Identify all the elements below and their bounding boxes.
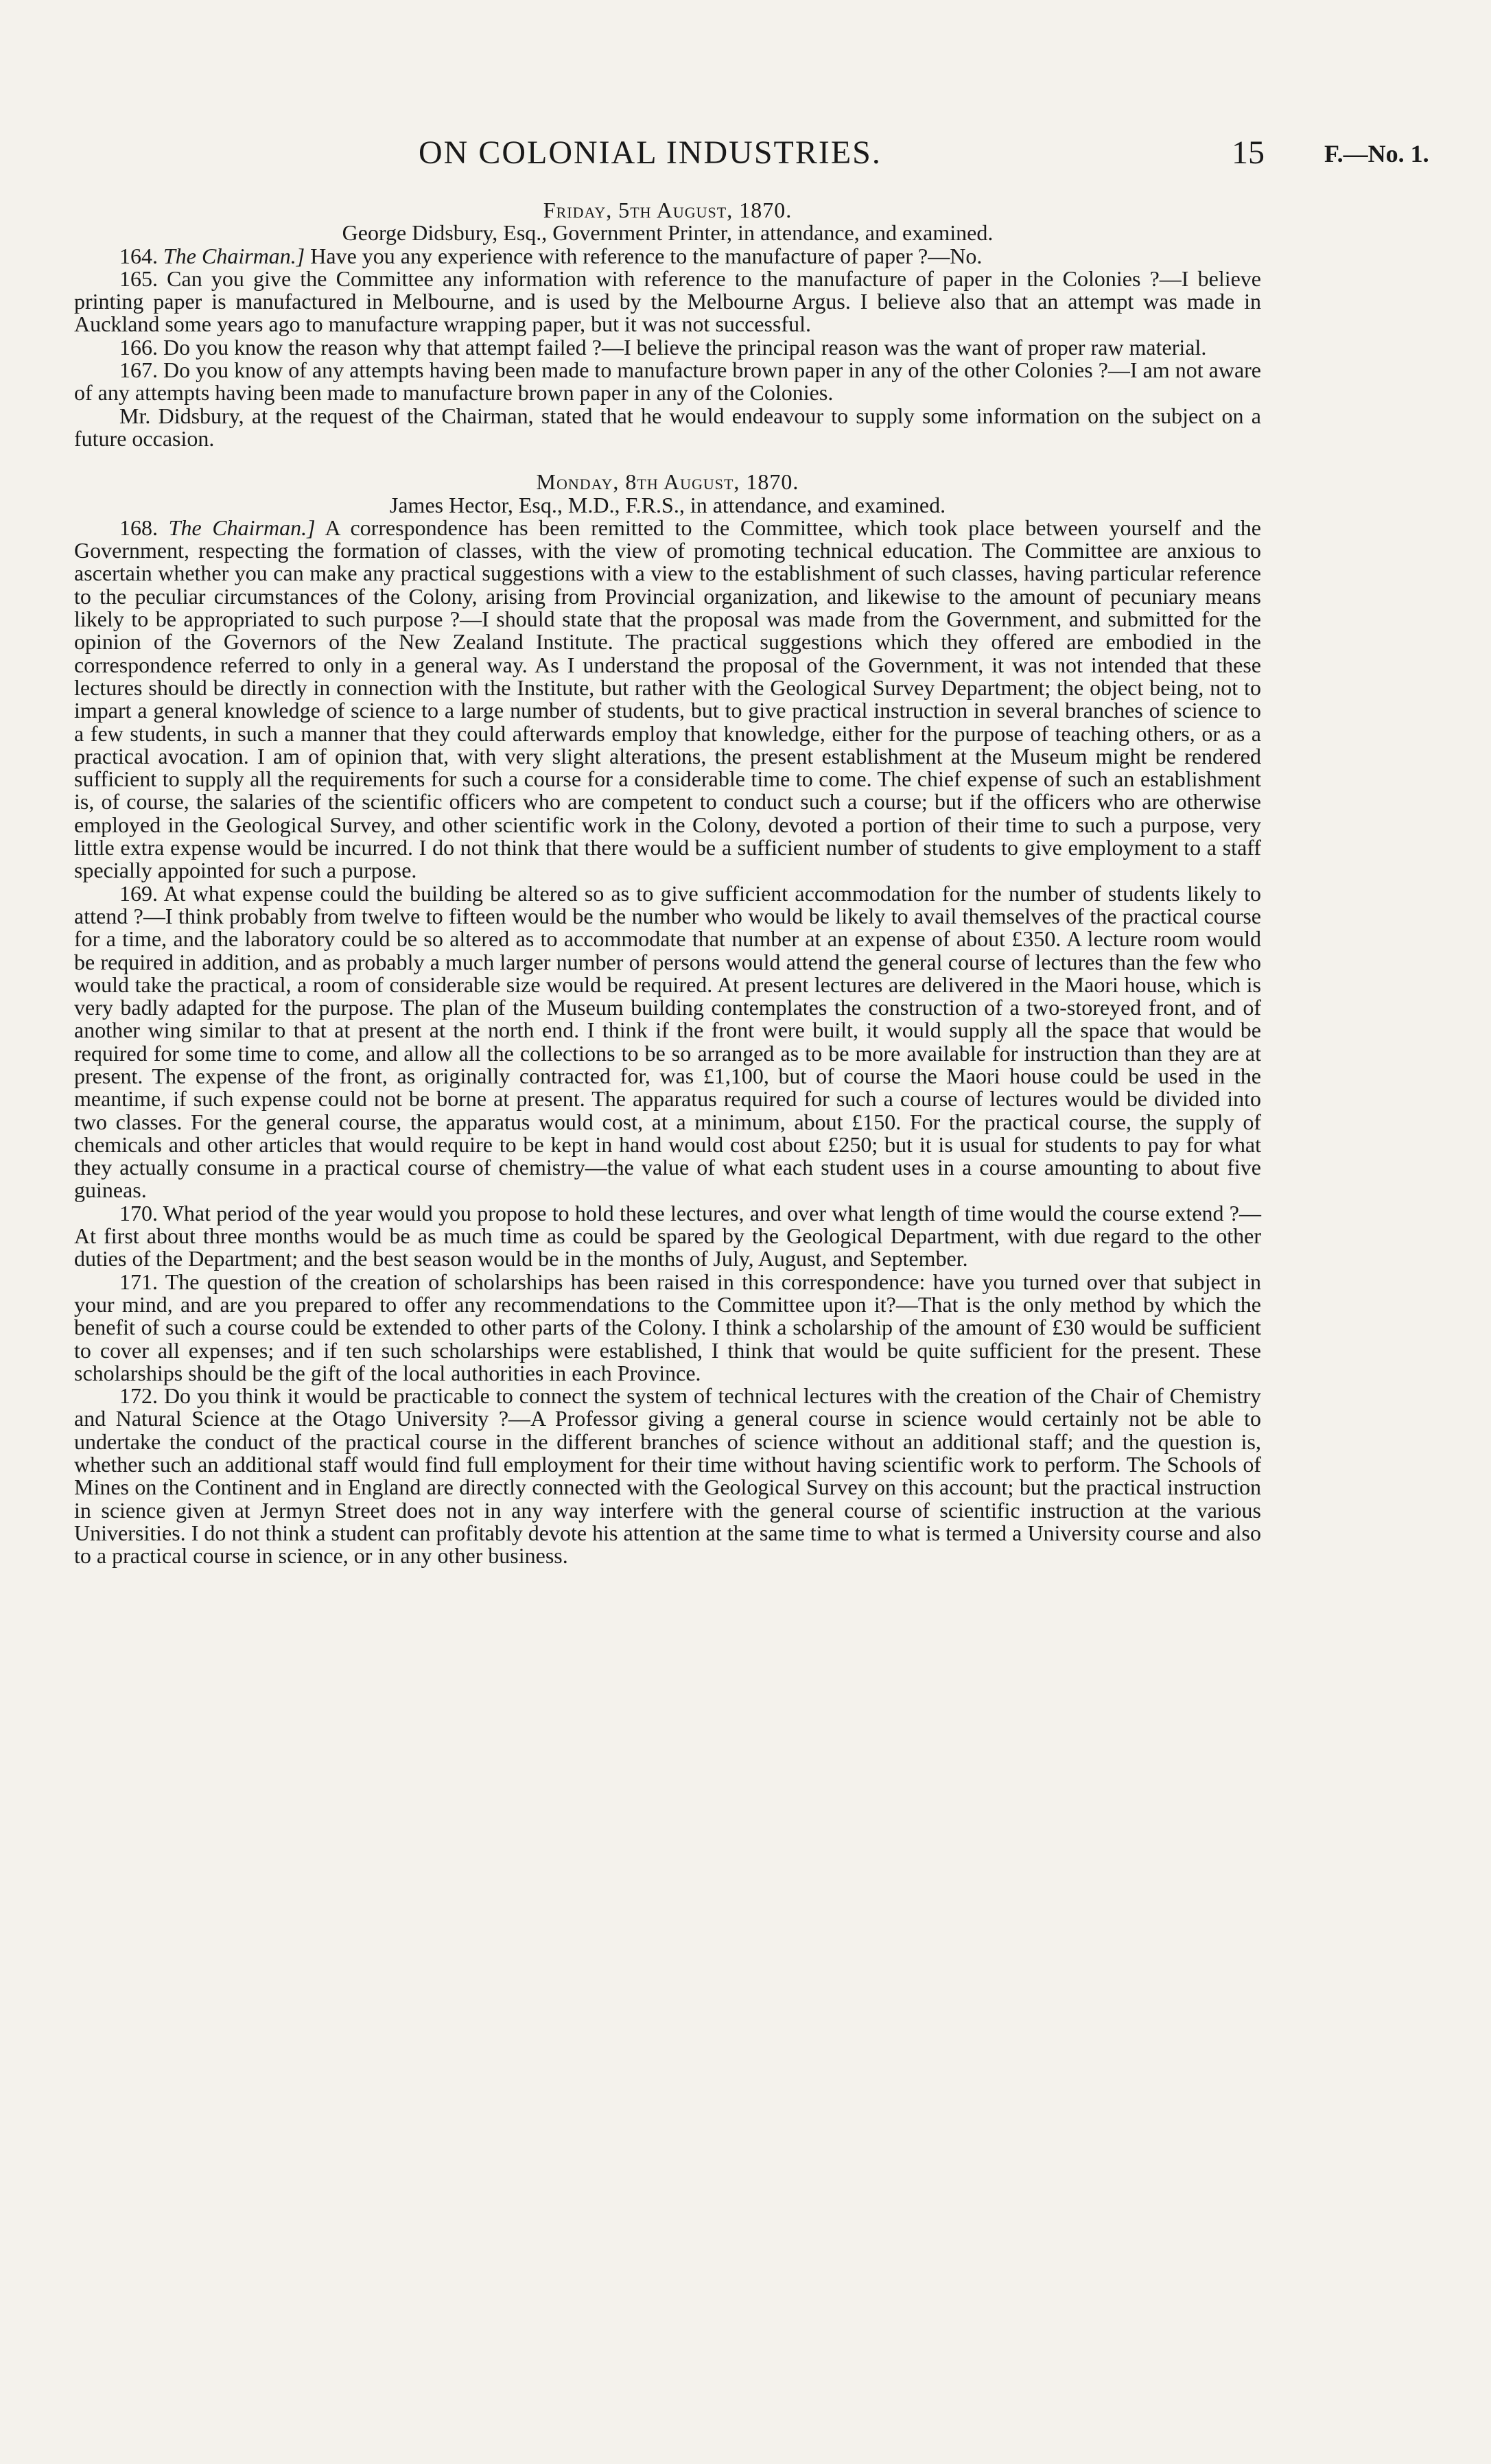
speaker-label: The Chairman.] [163, 243, 305, 268]
witness-attendance: James Hector, Esq., M.D., F.R.S., in attendance, and examined. [389, 492, 946, 517]
witness-attendance: George Didsbury, Esq., Government Printer, in attendance, and examined. [342, 220, 994, 246]
session-date: Monday, 8th August, 1870. [536, 469, 799, 495]
session-date: Friday, 5th August, 1870. [543, 198, 793, 222]
question-text: A correspondence has been remitted to the Committee, which took place between yourself and the Government, respecting the formation of classes, with the view of promoting technical education. The Committee are anxious to ascertain whether you can make any practical suggestions with a view to the establishment of such classes, having particular reference to the peculiar circumstances of the Colony, arising from Provincial organization, and likewise to the amount of pecuniary means likely to be appropriated to such purpose ?—I should state that the proposal was made from the Government, and submitted for the opinion of the Governors of the New Zealand Institute. The practical suggestions which they offered are embodied in the correspondence referred to only in a general way. As I understand the proposal of the Government, it was not intended that these lectures should be directly in connection with the Institute, but rather with the Geological Survey Department; the object being, not to impart a general knowledge of science to a large number of students, but to give practical instruction in several branches of science to a few students, in such a manner that they could afterwards employ that knowledge, either for the purpose of teaching others, or as a practical avocation. I am of opinion that, with very slight alterations, the present establishment at the Museum might be rendered sufficient to supply all the requirements for such a course for a considerable time to come. The chief expense of such an establishment is, of course, the salaries of the scientific officers who are competent to conduct such a course; but if the officers who are otherwise employed in the Geological Survey, and other scientific work in the Colony, devoted a portion of their time to such a purpose, very little extra expense would be incurred. I do not think that there would be a sufficient number of students to give employment to a staff specially appointed for such a purpose. [74, 515, 1261, 883]
page-number: 15 [1232, 134, 1265, 171]
question-170: 170. What period of the year would you propose to hold these lectures, and over what length of time would the course extend ?—At first about three months would be as much time as could be spared by the Geological Department, with due regard to the other duties of the Department; and the best season would be in the months of July, August, and September. [74, 1200, 1261, 1271]
document-body [74, 199, 1261, 1568]
witness-note: Mr. Didsbury, at the request of the Chairman, stated that he would endeavour to supply some information on the subject on a future occasion. [74, 403, 1261, 451]
question-168: 168. The Chairman.] A correspondence has been remitted to the Committee, which took place between yourself and the Government, respecting the formation of classes, with the view of promoting technical education. The Committee are anxious to ascertain whether you can make any practical suggestions with a view to the establishment of such classes, having particular reference to the peculiar circumstances of the Colony, arising from Provincial organization, and likewise to the amount of pecuniary means likely to be appropriated to such purpose ?—I should state that the proposal was made from the Government, and submitted for the opinion of the Governors of the New Zealand Institute. The practical suggestions which they offered are embodied in the correspondence referred to only in a general way. As I understand the proposal of the Government, it was not intended that these lectures should be directly in connection with the Institute, but rather with the Geological Survey Department; the object being, not to impart a general knowledge of science to a large number of students, but to give practical instruction in several branches of science to a few students, in such a manner that they could afterwards employ that knowledge, either for the purpose of teaching others, or as a practical avocation. I am of opinion that, with very slight alterations, the present establishment at the Museum might be rendered sufficient to supply all the requirements for such a course for a considerable time to come. The chief expense of such an establishment is, of course, the salaries of the scientific officers who are competent to conduct such a course; but if the officers who are otherwise employed in the Geological Survey, and other scientific work in the Colony, devoted a portion of their time to such a purpose, very little extra expense would be incurred. I do not think that there would be a sufficient number of students to give employment to a staff specially appointed for such a purpose. [74, 515, 1261, 883]
running-title: ON COLONIAL INDUSTRIES. [419, 134, 882, 171]
paper-reference: F.—No. 1. [1324, 140, 1429, 167]
question-172: 172. Do you think it would be practicable to connect the system of technical lectures with the creation of the Chair of Chemistry and Natural Science at the Otago University ?—A Professor giving a general course in science would certainly not be able to undertake the conduct of the practical course in the different branches of science without an additional staff; and the question is, whether such an additional staff would find full employment for their time without having scientific work to perform. The Schools of Mines on the Continent and in England are directly connected with the Geological Survey on this account; but the practical instruction in science given at Jermyn Street does not in any way interfere with the general course of scientific instruction at the various Universities. I do not think a student can profitably devote his attention at the same time to what is termed a University course and also to a practical course in science, or in any other business. [74, 1383, 1261, 1569]
page-header [0, 134, 1491, 175]
question-167: 167. Do you know of any attempts having been made to manufacture brown paper in any of the other Colonies ?—I am not aware of any attempts having been made to manufacture brown paper in any of the Colonies. [74, 357, 1261, 406]
question-169: 169. At what expense could the building be altered so as to give sufficient accommodation for the number of students likely to attend ?—I think probably from twelve to fifteen would be the number who would be likely to avail themselves of the practical course for a time, and the laboratory could be so altered as to accommodate that number at an expense of about £350. A lecture room would be required in addition, and as probably a much larger number of persons would attend the general course of lectures than the few who would take the practical, a room of considerable size would be required. At present lectures are delivered in the Maori house, which is very badly adapted for the purpose. The plan of the Museum building contemplates the construction of a two-storeyed front, and of another wing similar to that at present at the north end. I think if the front were built, it would supply all the space that would be required for some time to come, and allow all the collections to be so arranged as to be more available for instruction than they are at present. The expense of the front, as originally contracted for, was £1,100, but of course the Maori house could be used in the meantime, if such expense could not be borne at present. The apparatus required for such a course of lectures would be divided into two classes. For the general course, the apparatus would cost, at a minimum, about £150. For the practical course, the supply of chemicals and other articles that would require to be kept in hand would cost about £250; but it is usual for students to pay for what they actually consume in a practical course of chemistry—the value of what each student uses in a course amounting to about five guineas. [74, 880, 1261, 1203]
question-166: 166. Do you know the reason why that attempt failed ?—I believe the principal reason was the want of proper raw material. [119, 334, 1207, 360]
section-gap [74, 450, 1261, 471]
question-165: 165. Can you give the Committee any information with reference to the manufacture of paper in the Colonies ?—I believe printing paper is manufactured in Melbourne, and is used by the Melbourne Argus. I believe also that an attempt was made in Auckland some years ago to manufacture wrapping paper, but it was not successful. [74, 266, 1261, 337]
question-text: Have you any experience with reference to the manufacture of paper ?—No. [305, 243, 983, 268]
question-171: 171. The question of the creation of scholarships has been raised in this correspondence: have you turned over that subject in your mind, and are you prepared to offer any recommendations to the Committee upon it?—That is the only method by which the benefit of such a course could be extended to other parts of the Colony. I think a scholarship of the amount of £30 would be sufficient to cover all expenses; and if ten such scholarships were established, I think that would be quite sufficient for the present. These scholarships should be the gift of the local authorities in each Province. [74, 1269, 1261, 1385]
speaker-label: The Chairman.] [168, 515, 316, 540]
question-164: 164. The Chairman.] Have you any experience with reference to the manufacture of paper ?—No. [119, 243, 983, 268]
